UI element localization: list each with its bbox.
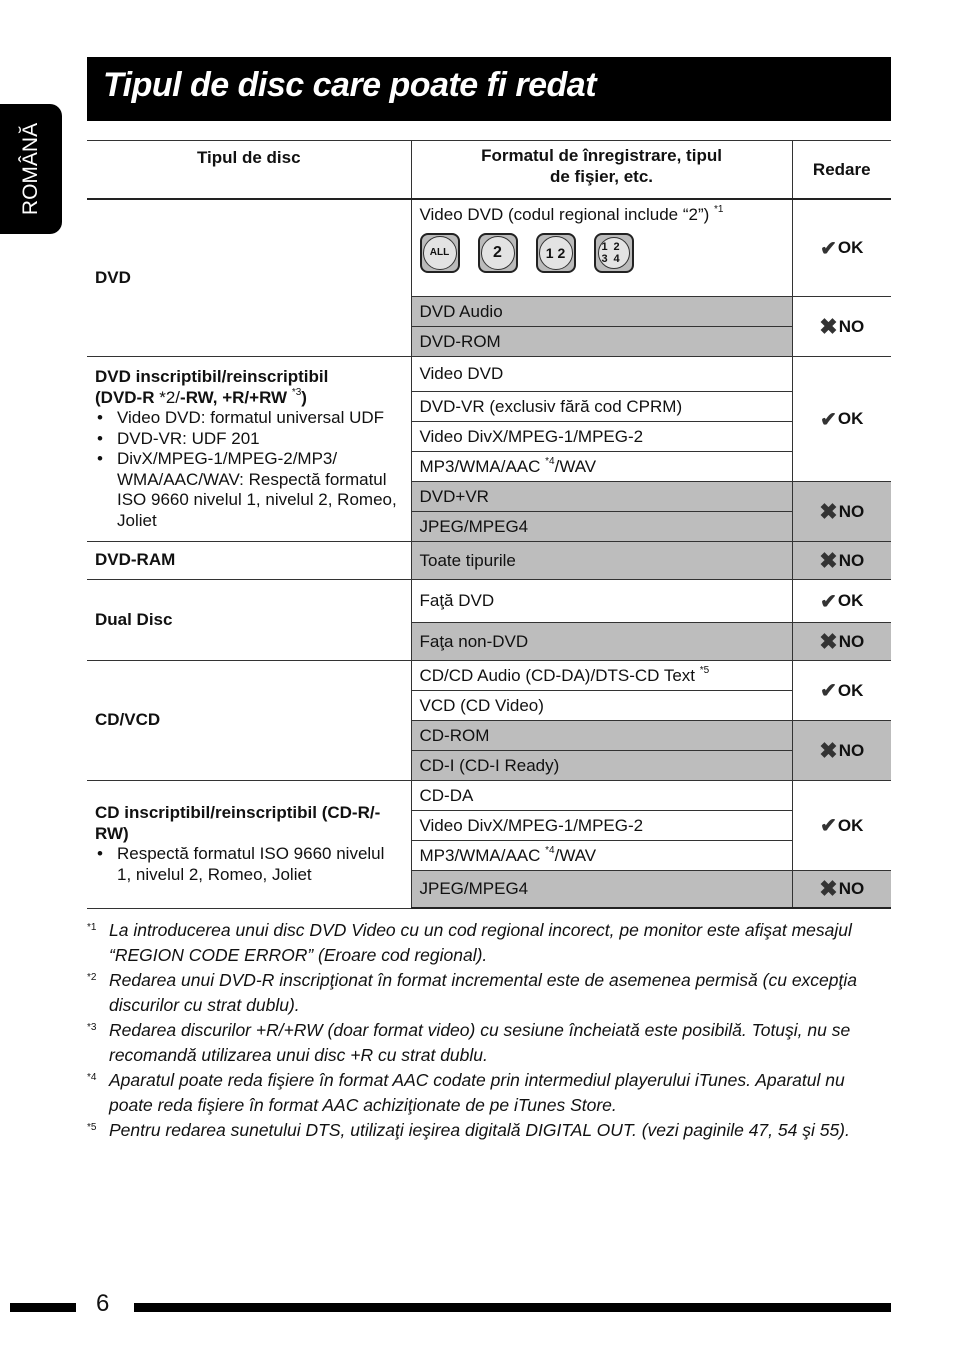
page-number: 6 <box>96 1290 110 1317</box>
format-cell: MP3/WMA/AAC $^{*4}$/WAV <box>411 841 792 871</box>
no-indicator: ✖ NO <box>819 628 865 654</box>
language-label: ROMÂNĂ <box>19 122 42 216</box>
footer-rule-right <box>134 1303 891 1312</box>
table-row <box>87 199 891 297</box>
footnote-1: *1 La introducerea unui disc DVD Video cu un cod regional incorect, pe monitor este afişat mesajul “REGION CODE ERROR” (Eroare cod regional). <box>87 920 852 965</box>
cross-icon: ✖ <box>819 628 838 654</box>
result-cell <box>792 580 891 623</box>
ok-indicator: ✔ OK <box>820 590 864 613</box>
disc-type-cd-recordable: CD inscriptibil/reinscriptibil (CD-R/-RW) • Respectă formatul ISO 9660 nivelul 1, nivelul 2, Romeo, Joliet <box>87 781 411 909</box>
ok-indicator: ✔ OK <box>820 408 864 431</box>
disc-type-table <box>87 140 891 909</box>
format-cell: DVD+VR <box>411 482 792 512</box>
no-indicator: ✖ NO <box>819 737 865 763</box>
table-header-row <box>87 141 891 200</box>
footnote-3: *3 Redarea discurilor +R/+RW (doar format video) cu sesiune încheiată este posibilă. Totuşi, nu se recomandă utilizarea unui disc +R cu strat dublu. <box>87 1020 851 1065</box>
result-cell <box>792 482 891 542</box>
header-format: Formatul de înregistrare, tipul de fişier, etc. <box>411 141 792 200</box>
title-bar <box>87 57 891 121</box>
result-cell <box>792 623 891 661</box>
format-cell: DVD-ROM <box>411 327 792 357</box>
format-cell: JPEG/MPEG4 <box>411 512 792 542</box>
disc-type-dvd: DVD <box>87 199 411 357</box>
ok-indicator: ✔ OK <box>820 237 864 260</box>
format-cell: CD-ROM <box>411 721 792 751</box>
footnote-2: *2 Redarea unui DVD-R inscripţionat în format incremental este de asemenea permisă (cu excepţia discurilor cu strat dublu). <box>87 970 857 1015</box>
no-indicator: ✖ NO <box>819 547 865 573</box>
result-cell <box>792 871 891 909</box>
table-row <box>87 357 891 392</box>
format-cell: Toate tipurile <box>411 542 792 580</box>
region-code-icons <box>420 233 784 273</box>
table-row <box>87 661 891 691</box>
format-cell: Faţa non-DVD <box>411 623 792 661</box>
cross-icon: ✖ <box>819 547 838 573</box>
format-cell: Video DivX/MPEG-1/MPEG-2 <box>411 811 792 841</box>
disc-type-cd-vcd: CD/VCD <box>87 661 411 781</box>
format-cell: MP3/WMA/AAC $^{*4}$/WAV <box>411 452 792 482</box>
region-all-icon: ALL <box>420 233 460 273</box>
result-cell <box>792 781 891 871</box>
header-disc-type: Tipul de disc <box>87 141 411 200</box>
format-cell: DVD-VR (exclusiv fără cod CPRM) <box>411 392 792 422</box>
result-cell <box>792 357 891 482</box>
check-icon: ✔ <box>820 590 837 613</box>
format-cell: CD/CD Audio (CD-DA)/DTS-CD Text $^{*5}$ <box>411 661 792 691</box>
footnotes <box>87 918 891 1143</box>
table-row <box>87 542 891 580</box>
format-cell: CD-DA <box>411 781 792 811</box>
check-icon: ✔ <box>820 408 837 431</box>
format-cell: DVD Audio <box>411 297 792 327</box>
check-icon: ✔ <box>820 237 837 260</box>
no-indicator: ✖ NO <box>819 876 865 901</box>
check-icon: ✔ <box>820 680 837 702</box>
header-playback: Redare <box>792 141 891 200</box>
result-cell <box>792 542 891 580</box>
table-row <box>87 781 891 811</box>
language-tab <box>0 104 62 234</box>
no-indicator: ✖ NO <box>819 498 865 524</box>
format-cell: Video DivX/MPEG-1/MPEG-2 <box>411 422 792 452</box>
disc-type-dvd-recordable: DVD inscriptibil/reinscriptibil (DVD-R *2/-RW, +R/+RW $^{*3}$) • Video DVD: formatul universal UDF • DVD-VR: UDF 201 • DivX/MPEG-1/MPEG-2/MP3/ WMA/AAC/WAV: Respectă formatul ISO 9660 nivelul 1, nivelul 2, Romeo, Joliet <box>87 357 411 542</box>
ok-indicator: ✔ OK <box>820 815 864 837</box>
format-cell: JPEG/MPEG4 <box>411 871 792 909</box>
page-title: Tipul de disc care poate fi redat <box>103 66 597 104</box>
format-cell: VCD (CD Video) <box>411 691 792 721</box>
cross-icon: ✖ <box>819 876 838 901</box>
check-icon: ✔ <box>820 815 837 837</box>
cross-icon: ✖ <box>819 498 838 524</box>
result-cell <box>792 721 891 781</box>
disc-type-dvd-ram: DVD-RAM <box>87 542 411 580</box>
no-indicator: ✖ NO <box>819 313 865 339</box>
format-cell: Faţă DVD <box>411 580 792 623</box>
format-cell: CD-I (CD-I Ready) <box>411 751 792 781</box>
footnote-5: *5 Pentru redarea sunetului DTS, utilizaţi ieşirea digitală DIGITAL OUT. (vezi paginile 47, 54 şi 55). <box>87 1120 850 1140</box>
format-cell: Video DVD (codul regional include “2”) $^{*1}$ ALL 2 1 2 1 2 3 4 <box>411 199 792 297</box>
disc-type-dual: Dual Disc <box>87 580 411 661</box>
footnote-4: *4 Aparatul poate reda fişiere în format AAC codate prin intermediul playerului iTunes. Aparatul nu poate reda fişiere în format AAC achiziţionate de pe iTunes Store. <box>87 1070 845 1115</box>
result-cell <box>792 297 891 357</box>
region-2-icon: 2 <box>478 233 518 273</box>
table-row <box>87 580 891 623</box>
cross-icon: ✖ <box>819 737 838 763</box>
format-cell: Video DVD <box>411 357 792 392</box>
region-1-2-icon: 1 2 <box>536 233 576 273</box>
footer-rule-left <box>10 1303 76 1312</box>
ok-indicator: ✔ OK <box>820 680 864 702</box>
result-cell <box>792 199 891 297</box>
cross-icon: ✖ <box>819 313 838 339</box>
region-1-2-3-4-icon: 1 2 3 4 <box>594 233 634 273</box>
result-cell <box>792 661 891 721</box>
